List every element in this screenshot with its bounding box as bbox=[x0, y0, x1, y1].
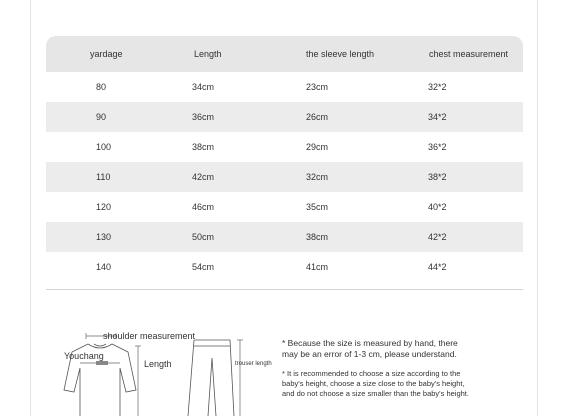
cell-yardage: 90 bbox=[96, 112, 107, 122]
header-chest-measurement: chest measurement bbox=[429, 49, 509, 59]
cell-yardage: 130 bbox=[96, 232, 112, 242]
cell-length: 38cm bbox=[192, 142, 215, 152]
cell-chest-measurement: 32*2 bbox=[428, 82, 447, 92]
cell-length: 50cm bbox=[192, 232, 215, 242]
cell-yardage: 110 bbox=[96, 172, 111, 182]
cell-chest-measurement: 40*2 bbox=[428, 202, 447, 212]
shoulder-measurement-label: shoulder measurement bbox=[103, 331, 196, 341]
header-length: Length bbox=[194, 49, 222, 59]
cell-sleeve-length: 41cm bbox=[306, 262, 329, 272]
note2-line3: and do not choose a size smaller than the baby's height. bbox=[282, 389, 469, 398]
size-notes bbox=[282, 338, 542, 399]
cell-length: 46cm bbox=[192, 202, 215, 212]
measurement-lines bbox=[80, 333, 141, 416]
cell-sleeve-length: 23cm bbox=[306, 82, 329, 92]
cell-sleeve-length: 26cm bbox=[306, 112, 329, 122]
cell-yardage: 100 bbox=[96, 142, 112, 152]
cell-sleeve-length: 38cm bbox=[306, 232, 329, 242]
size-recommendation-note bbox=[282, 369, 542, 399]
cell-length: 36cm bbox=[192, 112, 215, 122]
table-row bbox=[46, 72, 523, 102]
note2-line1: * It is recommended to choose a size according to the bbox=[282, 369, 461, 378]
header-sleeve-length: the sleeve length bbox=[306, 49, 375, 59]
chest-label: Youchang bbox=[64, 351, 104, 361]
cell-yardage: 140 bbox=[96, 262, 112, 272]
note1-line1: * Because the size is measured by hand, there bbox=[282, 338, 458, 348]
trouser-measurement-line bbox=[237, 340, 243, 416]
cell-sleeve-length: 29cm bbox=[306, 142, 329, 152]
note1-line2: may be an error of 1-3 cm, please understand. bbox=[282, 349, 457, 359]
table-row bbox=[46, 222, 523, 252]
measurement-diagram bbox=[58, 326, 288, 416]
header-yardage: yardage bbox=[90, 49, 123, 59]
cell-length: 34cm bbox=[192, 82, 215, 92]
note2-line2: baby's height, choose a size close to the baby's height, bbox=[282, 379, 465, 388]
cell-chest-measurement: 34*2 bbox=[428, 112, 447, 122]
cell-sleeve-length: 35cm bbox=[306, 202, 329, 212]
cell-chest-measurement: 38*2 bbox=[428, 172, 447, 182]
table-row bbox=[46, 252, 523, 282]
cell-length: 42cm bbox=[192, 172, 215, 182]
cell-chest-measurement: 36*2 bbox=[428, 142, 447, 152]
table-row bbox=[46, 102, 523, 132]
size-chart-table bbox=[46, 36, 523, 289]
cell-sleeve-length: 32cm bbox=[306, 172, 329, 182]
table-row bbox=[46, 192, 523, 222]
table-bottom-divider bbox=[46, 289, 523, 290]
cell-chest-measurement: 42*2 bbox=[428, 232, 447, 242]
cell-yardage: 120 bbox=[96, 202, 112, 212]
table-header-row bbox=[46, 36, 523, 72]
trouser-length-label: trouser length bbox=[235, 361, 272, 367]
table-row bbox=[46, 132, 523, 162]
table-row bbox=[46, 162, 523, 192]
cell-length: 54cm bbox=[192, 262, 215, 272]
trouser-outline bbox=[188, 340, 234, 416]
size-tag-icon bbox=[96, 361, 108, 365]
cell-yardage: 80 bbox=[96, 82, 107, 92]
hand-measure-note bbox=[282, 338, 542, 360]
cell-chest-measurement: 44*2 bbox=[428, 262, 447, 272]
length-label: Length bbox=[144, 359, 172, 369]
left-border-line bbox=[30, 0, 31, 416]
